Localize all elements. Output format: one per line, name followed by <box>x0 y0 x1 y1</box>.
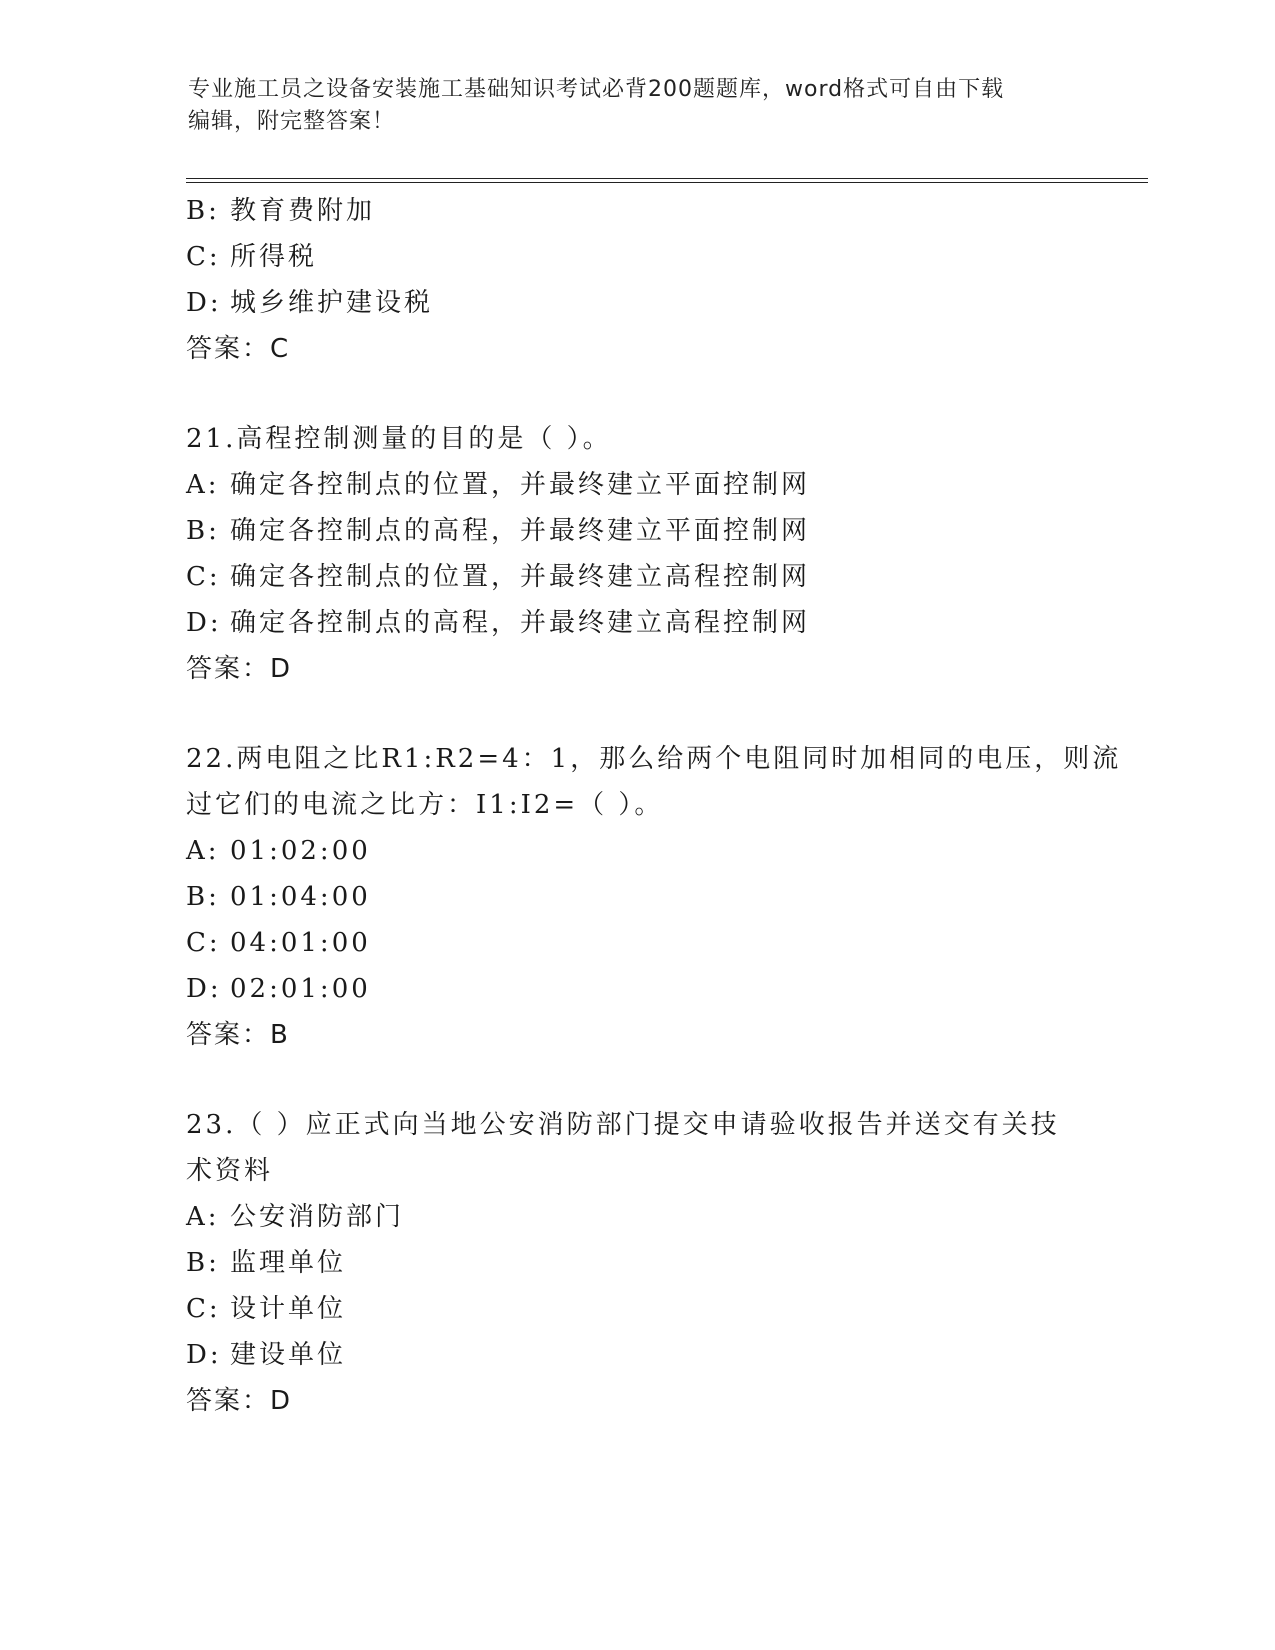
answer-line: 答案：D <box>186 1386 293 1416</box>
option-text: 公安消防部门 <box>230 1202 405 1232</box>
option-letter: D: <box>186 1340 222 1370</box>
option-a <box>186 1194 1086 1240</box>
option-text: 监理单位 <box>230 1248 347 1278</box>
option-text: 02:01:00 <box>230 974 371 1004</box>
question-stem: 22.两电阻之比R1:R2=4：1，那么给两个电阻同时加相同的电压，则流 <box>186 744 1122 774</box>
option-letter: C: <box>186 562 221 592</box>
option-text: 设计单位 <box>230 1294 347 1324</box>
option-text: 确定各控制点的高程，并最终建立平面控制网 <box>230 516 811 546</box>
option-text: 确定各控制点的高程，并最终建立高程控制网 <box>230 608 811 638</box>
option-text: 01:02:00 <box>230 836 371 866</box>
option-letter: D: <box>186 608 222 638</box>
option-c <box>186 1286 1086 1332</box>
option-letter: B: <box>186 1248 220 1278</box>
option-a <box>186 462 1086 508</box>
option-d <box>186 1332 1086 1378</box>
option-b <box>186 508 1086 554</box>
option-text: 确定各控制点的位置，并最终建立平面控制网 <box>230 470 811 500</box>
question-21 <box>186 416 1086 692</box>
option-d <box>186 600 1086 646</box>
option-letter: D: <box>186 288 222 318</box>
question-22 <box>186 736 1122 1058</box>
header-title-line-2: 编辑，附完整答案！ <box>188 109 396 134</box>
option-letter: D: <box>186 974 222 1004</box>
option-b <box>186 1240 1086 1286</box>
spacer <box>186 692 1086 736</box>
option-text: 确定各控制点的位置，并最终建立高程控制网 <box>230 562 811 592</box>
option-text: 教育费附加 <box>230 196 376 226</box>
option-letter: C: <box>186 1294 221 1324</box>
option-letter: A: <box>186 836 220 866</box>
page-header <box>188 74 1088 138</box>
question-stem: 23.（ ）应正式向当地公安消防部门提交申请验收报告并送交有关技 <box>186 1110 1060 1140</box>
option-c <box>186 234 1086 280</box>
header-divider <box>186 178 1148 183</box>
option-b <box>186 188 1086 234</box>
option-text: 01:04:00 <box>230 882 371 912</box>
spacer <box>186 372 1086 416</box>
option-text: 建设单位 <box>230 1340 347 1370</box>
answer-line: 答案：B <box>186 1020 290 1050</box>
question-stem-continued: 术资料 <box>186 1156 274 1186</box>
question-stem: 21.高程控制测量的目的是（ ）。 <box>186 424 612 454</box>
question-stem-continued: 过它们的电流之比方：I1:I2=（ ）。 <box>186 790 664 820</box>
answer-line: 答案：C <box>186 334 291 364</box>
option-letter: C: <box>186 928 221 958</box>
answer-line: 答案：D <box>186 654 293 684</box>
option-letter: A: <box>186 470 220 500</box>
spacer <box>186 1058 1086 1102</box>
option-c <box>186 554 1086 600</box>
header-title-line-1: 专业施工员之设备安装施工基础知识考试必背200题题库，word格式可自由下载 <box>188 77 1005 102</box>
option-letter: C: <box>186 242 221 272</box>
question-23 <box>186 1102 1086 1424</box>
option-text: 所得税 <box>230 242 318 272</box>
option-d <box>186 280 1086 326</box>
option-a <box>186 828 1086 874</box>
option-letter: A: <box>186 1202 220 1232</box>
option-letter: B: <box>186 882 220 912</box>
option-b <box>186 874 1086 920</box>
document-body <box>186 188 1122 1424</box>
option-letter: B: <box>186 516 220 546</box>
option-text: 城乡维护建设税 <box>230 288 434 318</box>
option-d <box>186 966 1086 1012</box>
question-20-continued <box>186 188 1086 372</box>
option-text: 04:01:00 <box>230 928 371 958</box>
option-letter: B: <box>186 196 220 226</box>
option-c <box>186 920 1086 966</box>
